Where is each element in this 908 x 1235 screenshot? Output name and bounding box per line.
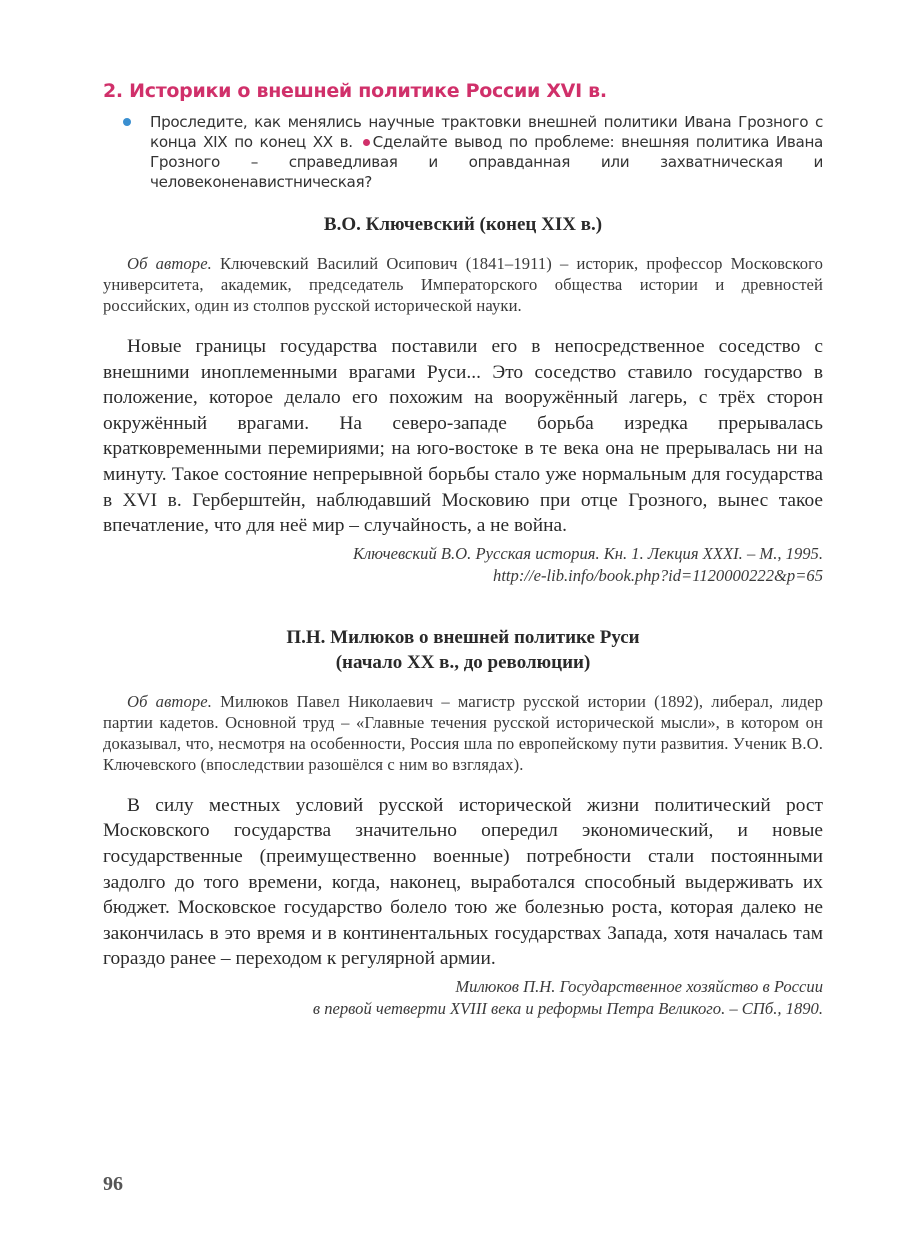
- about-text: Милюков Павел Николаевич – магистр русской истории (1892), либерал, лидер партии кадетов. Основной труд – «Главные течения русской исторической мысли», в котором он доказывал, что, несмотря на особенности, Россия шла по европейскому пути развития. Ученик В.О. Ключевского (впоследствии разошёлся с ним во взглядах).: [103, 691, 823, 774]
- bullet-icon: [123, 118, 131, 126]
- citation-line-2: в первой четверти XVIII века и реформы Петра Великого. – СПб., 1890.: [312, 998, 823, 1018]
- source-title-line-2: (начало XX в., до революции): [335, 651, 591, 673]
- quote-text: В силу местных условий русской исторической жизни политический рост Московского государства значительно опередил экономический, и новые государственные (преимущественно военные) потребности стали постоянными задолго до того времени, когда, наконец, выработался способный выдерживать их бюджет. Московское государство болело тою же болезнью роста, которая далеко не закончилась в это время и в континентальных государствах Запада, хотя началась там гораздо ранее – переходом к регулярной армии.: [103, 794, 823, 970]
- page-number: 96: [103, 1173, 123, 1195]
- section-heading: 2. Историки о внешней политике России XVI в.: [103, 80, 607, 102]
- source-title: В.О. Ключевский (конец XIX в.): [323, 214, 603, 235]
- source-milyukov: [103, 625, 823, 1020]
- about-author: [103, 253, 823, 316]
- task-part-2: Сделайте вывод по проблеме: внешняя политика Ивана Грозного – справедливая и оправданная или захватническая и человеконенавистническая?: [150, 133, 824, 191]
- about-label: Об авторе.: [127, 691, 212, 711]
- source-title: [103, 625, 823, 675]
- bullet-icon: [363, 139, 370, 146]
- about-author: [103, 691, 823, 775]
- task-part-1: Проследите, как менялись научные трактовки внешней политики Ивана Грозного с конца XIX по конец XX в.: [150, 113, 823, 151]
- textbook-page: [103, 78, 823, 1020]
- citation-line-1: Милюков П.Н. Государственное хозяйство в России: [455, 976, 823, 996]
- citation-line-1: Ключевский В.О. Русская история. Кн. 1. Лекция XXXI. – М., 1995.: [353, 543, 823, 563]
- about-text: Ключевский Василий Осипович (1841–1911) – историк, профессор Московского университета, академик, председатель Императорского общества истории и древностей российских, один из столпов русской исторической науки.: [103, 254, 824, 315]
- about-label: Об авторе.: [127, 254, 212, 273]
- spacer: [103, 587, 823, 625]
- source-klyuchevsky: [103, 212, 823, 587]
- task-instructions: [103, 112, 823, 192]
- citation-link[interactable]: http://e-lib.info/book.php?id=1120000222&p=65: [493, 565, 823, 585]
- source-title-line-1: П.Н. Милюков о внешней политике Руси: [286, 626, 640, 648]
- quote-text: Новые границы государства поставили его в непосредственное соседство с внешними иноплеменными врагами Руси... Это соседство ставило государство в положение, которое делало его похожим на вооружённый лагерь, с трёх сторон окружённый врагами. На северо-западе борьба изредка прерывалась кратковременными перемириями; на юго-востоке в те века она не прерывалась ни на минуту. Такое состояние непрерывной борьбы стало уже нормальным для государства в XVI в. Герберштейн, наблюдавший Московию при отце Грозного, вынес такое впечатление, что для неё мир – случайность, а не война.: [103, 336, 823, 537]
